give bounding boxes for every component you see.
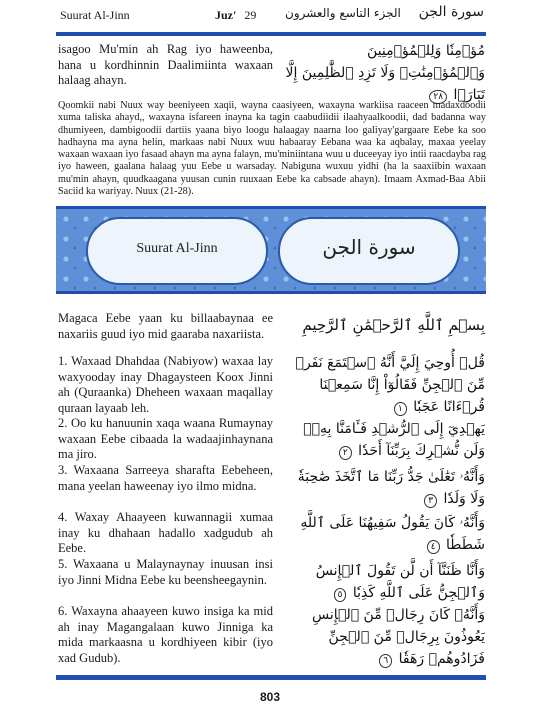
top-verse-translation: isagoo Mu'min ah Rag iyo haweenba, hana u kordhinnin Daalimiinta waxaan halaag ahayn. bbox=[58, 42, 273, 87]
juz-arabic-header: الجزء التاسع والعشرون bbox=[285, 6, 401, 20]
page-number: 803 bbox=[259, 690, 281, 704]
top-verse-arabic bbox=[285, 40, 485, 106]
verse-number-marker: ٥ bbox=[334, 588, 347, 602]
verse-1-translation: 1. Waxaad Dhahdaa (Nabiyow) waxaa lay waxyooday inay Dhagaysteen Koox Jinni ah (Quraanka) Dheheen waxaan maqallay quraan layaab leh. bbox=[58, 354, 273, 415]
verse-number-marker: ٦ bbox=[379, 654, 392, 668]
banner-cartouche-latin bbox=[86, 217, 268, 285]
verse-6-translation: 6. Waxayna ahaayeen kuwo insiga ka mid ah inay Magangalaan kuwo Jinniga ka mida markaasna u kordhiyeen kibir (iyo xad Gudub). bbox=[58, 604, 273, 665]
basmala-translation: Magaca Eebe yaan ku billaabaynaa ee naxariis guud iyo mid gaaraba naxariista. bbox=[58, 311, 273, 341]
surah-arabic-header: سورة الجن bbox=[418, 4, 484, 20]
verse-3-translation: 3. Waxaana Sarreeya sharafta Eebeheen, mana yeelan haweenay iyo ilmo midna. bbox=[58, 463, 273, 493]
juz-number: 29 bbox=[244, 8, 257, 22]
verse-number-marker: ٢٨ bbox=[429, 90, 447, 104]
verse-2-translation: 2. Oo ku hanuunin xaqa waana Rumaynay waxaan Eebe cibaada la wadaajinhaynana ma jiro. bbox=[58, 416, 273, 461]
verse-4-arabic bbox=[285, 512, 485, 556]
top-verse-arabic-text: مُؤۡمِنٗا وَلِلۡمُؤۡمِنِينَ وَٱلۡمُؤۡمِنَٰتِۖ وَلَا تَزِدِ ٱلظَّٰلِمِينَ إِلَّا تَبَارَۢا bbox=[285, 43, 485, 103]
verse-1-arabic bbox=[285, 352, 485, 418]
header-rule bbox=[56, 32, 486, 36]
verse-3-arabic-text: وَأَنَّهُۥ تَعَٰلَىٰ جَدُّ رَبِّنَا مَا ٱتَّخَذَ صَٰحِبَةٗ وَلَا وَلَدٗا bbox=[297, 469, 485, 507]
verse-5-arabic-text: وَأَنَّا ظَنَنَّآ أَن لَّن تَقُولَ ٱلۡإِنسُ وَٱلۡجِنُّ عَلَى ٱللَّهِ كَذِبٗا bbox=[315, 563, 485, 601]
verse-3-arabic bbox=[285, 466, 485, 510]
commentary-paragraph: Qoomkii nabi Nuux way beeniyeen xaqii, wayna caasiyeen, waxayna warkiisa raaceen madaxdoodii xuma taliska ahayd,, waxayna isfareen inayna ka tagin caabudiidii ilaahyaalkoodii, dad badanna way dhumiyeen, dambigoodii dartiis yaana biyo loogu halaagay naarna loo galiyay'gargaare Eebe ka soo hadhayna ma ayna helin, markaas nabi Nuux wuu habaaray Eebana waa ka aqbalay, maxaa yeelay waxaan waxaan iyo fasaad ahayn ma ayna falayn, mu'miniintana wuu u duceeyay iyo intii raacdayba rag iyo haween, gaalana halaag yuu Eebe u warsaday. Nabiguna wuxuu yidhi (ha la saaxiibin waxaan mu'min ahayn, quudkaagana yuusan cunin ruuxaan Eebe ka cabsade ahayn). Imaam Axmad-Baa Abii Saciid ka wariyay. Nuux (21-28). bbox=[58, 100, 486, 198]
verse-5-translation: 5. Waxaana u Malaynaynay inuusan insi iyo Jinni Midna Eebe ku beensheegaynin. bbox=[58, 557, 273, 587]
verse-number-marker: ١ bbox=[394, 402, 407, 416]
juz-indicator bbox=[215, 8, 256, 23]
verse-number-marker: ٢ bbox=[339, 446, 352, 460]
juz-label: Juz' bbox=[215, 8, 237, 22]
verse-6-arabic-text: وَأَنَّهُۥ كَانَ رِجَالٞ مِّنَ ٱلۡإِنسِ يَعُوذُونَ بِرِجَالٖ مِّنَ ٱلۡجِنِّ فَزَادُوهُمۡ رَهَقٗا bbox=[312, 607, 485, 667]
verse-4-arabic-text: وَأَنَّهُۥ كَانَ يَقُولُ سَفِيهُنَا عَلَى ٱللَّهِ شَطَطٗا bbox=[300, 515, 485, 553]
page-header bbox=[0, 0, 540, 34]
verse-2-arabic-text: يَهۡدِيٓ إِلَى ٱلرُّشۡدِ فَـَٔامَنَّا بِهِۦۖ وَلَن نُّشۡرِكَ بِرَبِّنَآ أَحَدٗا bbox=[303, 421, 485, 459]
verse-number-marker: ٣ bbox=[424, 494, 437, 508]
verse-number-marker: ٤ bbox=[427, 540, 440, 554]
verse-4-translation: 4. Waxay Ahaayeen kuwannagii xumaa inay ku dhahaan hadallo xadgudub ah Eebe. bbox=[58, 510, 273, 555]
banner-cartouche-arabic bbox=[278, 217, 460, 285]
verse-6-arabic bbox=[285, 604, 485, 670]
surah-title-header: Suurat Al-Jinn bbox=[60, 8, 130, 22]
banner-title: Suurat Al-Jinn bbox=[136, 241, 218, 256]
basmala-arabic: بِسۡمِ ٱللَّهِ ٱلرَّحۡمَٰنِ ٱلرَّحِيمِ bbox=[302, 316, 485, 334]
verse-1-arabic-text: قُلۡ أُوحِيَ إِلَيَّ أَنَّهُ ٱسۡتَمَعَ نَفَرٞ مِّنَ ٱلۡجِنِّ فَقَالُوٓاْ إِنَّا سَمِعۡنَا قُرۡءَانًا عَجَبٗا bbox=[295, 355, 485, 415]
footer-rule bbox=[56, 675, 486, 680]
verse-5-arabic bbox=[285, 560, 485, 604]
surah-banner bbox=[56, 206, 486, 294]
verse-2-arabic bbox=[285, 418, 485, 462]
banner-arabic-title: سورة الجن bbox=[322, 235, 416, 259]
